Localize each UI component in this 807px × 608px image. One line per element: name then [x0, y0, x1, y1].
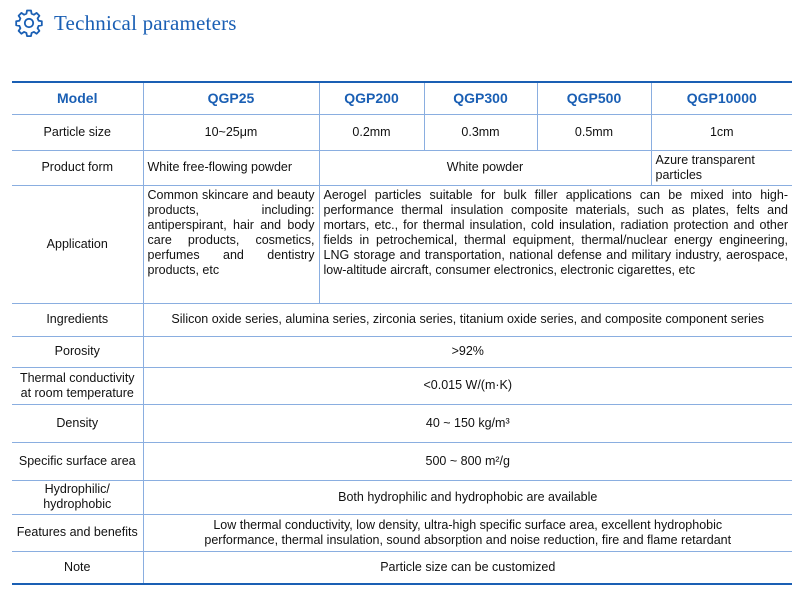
cell-value: <0.015 W/(m·K) [143, 367, 792, 404]
column-header-model: Model [12, 82, 143, 114]
table-row [12, 367, 792, 404]
page-title: Technical parameters [54, 10, 237, 35]
row-label-features: Features and benefits [12, 514, 143, 551]
cell-value: 40 ~ 150 kg/m³ [143, 404, 792, 442]
row-label-ingredients: Ingredients [12, 303, 143, 336]
cell-value: 10~25μm [143, 114, 319, 150]
row-label-application: Application [12, 185, 143, 303]
row-label-line: hydrophobic [43, 497, 112, 511]
column-header-qgp300: QGP300 [424, 82, 537, 114]
cell-value: 0.2mm [319, 114, 424, 150]
cell-value: 0.5mm [537, 114, 651, 150]
gear-icon [14, 8, 44, 38]
row-label-porosity: Porosity [12, 336, 143, 367]
row-label-note: Note [12, 551, 143, 584]
technical-parameters-table [12, 81, 792, 585]
cell-value [143, 514, 792, 551]
table-row [12, 514, 792, 551]
cell-value: >92% [143, 336, 792, 367]
section-header [14, 6, 237, 40]
column-header-qgp10000: QGP10000 [651, 82, 792, 114]
table-row [12, 480, 792, 514]
row-label-line: Hydrophilic/ [44, 482, 110, 496]
table-row [12, 303, 792, 336]
table-row [12, 114, 792, 150]
cell-line: performance, thermal insulation, sound absorption and noise reduction, fire and flame retardant [204, 532, 732, 547]
cell-value: Common skincare and beauty products, including: antiperspirant, hair and body care products, cosmetics, perfumes and dentistry products, etc [143, 185, 319, 303]
row-label-particle-size: Particle size [12, 114, 143, 150]
row-label-product-form: Product form [12, 150, 143, 185]
column-header-qgp25: QGP25 [143, 82, 319, 114]
table-row [12, 150, 792, 185]
cell-value: Particle size can be customized [143, 551, 792, 584]
row-label-line: at room temperature [20, 385, 134, 400]
cell-value: 0.3mm [424, 114, 537, 150]
column-header-qgp500: QGP500 [537, 82, 651, 114]
row-label-density: Density [12, 404, 143, 442]
row-label-thermal-conductivity [12, 367, 143, 404]
column-header-qgp200: QGP200 [319, 82, 424, 114]
cell-value: White free-flowing powder [143, 150, 319, 185]
cell-value: Silicon oxide series, alumina series, zirconia series, titanium oxide series, and composite component series [143, 303, 792, 336]
table-row [12, 442, 792, 480]
cell-value: Azure transparent particles [651, 150, 792, 185]
cell-line: Low thermal conductivity, low density, ultra-high specific surface area, excellent hydrophobic [213, 517, 723, 532]
table-header-row [12, 82, 792, 114]
table-row [12, 185, 792, 303]
row-label-hydrophilic [12, 480, 143, 514]
table-row [12, 404, 792, 442]
cell-value: Aerogel particles suitable for bulk filler applications can be mixed into high-performance thermal insulation composite materials, such as plates, felts and mortars, etc., for thermal insulation, cold insulation, radiation protection and other fields in petrochemical, thermal equipment, thermal/nuclear energy engineering, LNG storage and transportation, national defense and military industry, aerospace, low-altitude aircraft, consumer electronics, electronic cigarettes, etc [319, 185, 792, 303]
row-label-specific-surface-area: Specific surface area [12, 442, 143, 480]
cell-value: 1cm [651, 114, 792, 150]
table-row [12, 336, 792, 367]
table-row [12, 551, 792, 584]
cell-value: White powder [319, 150, 651, 185]
cell-value: Both hydrophilic and hydrophobic are available [143, 480, 792, 514]
row-label-line: Thermal conductivity [19, 370, 135, 385]
cell-value: 500 ~ 800 m²/g [143, 442, 792, 480]
